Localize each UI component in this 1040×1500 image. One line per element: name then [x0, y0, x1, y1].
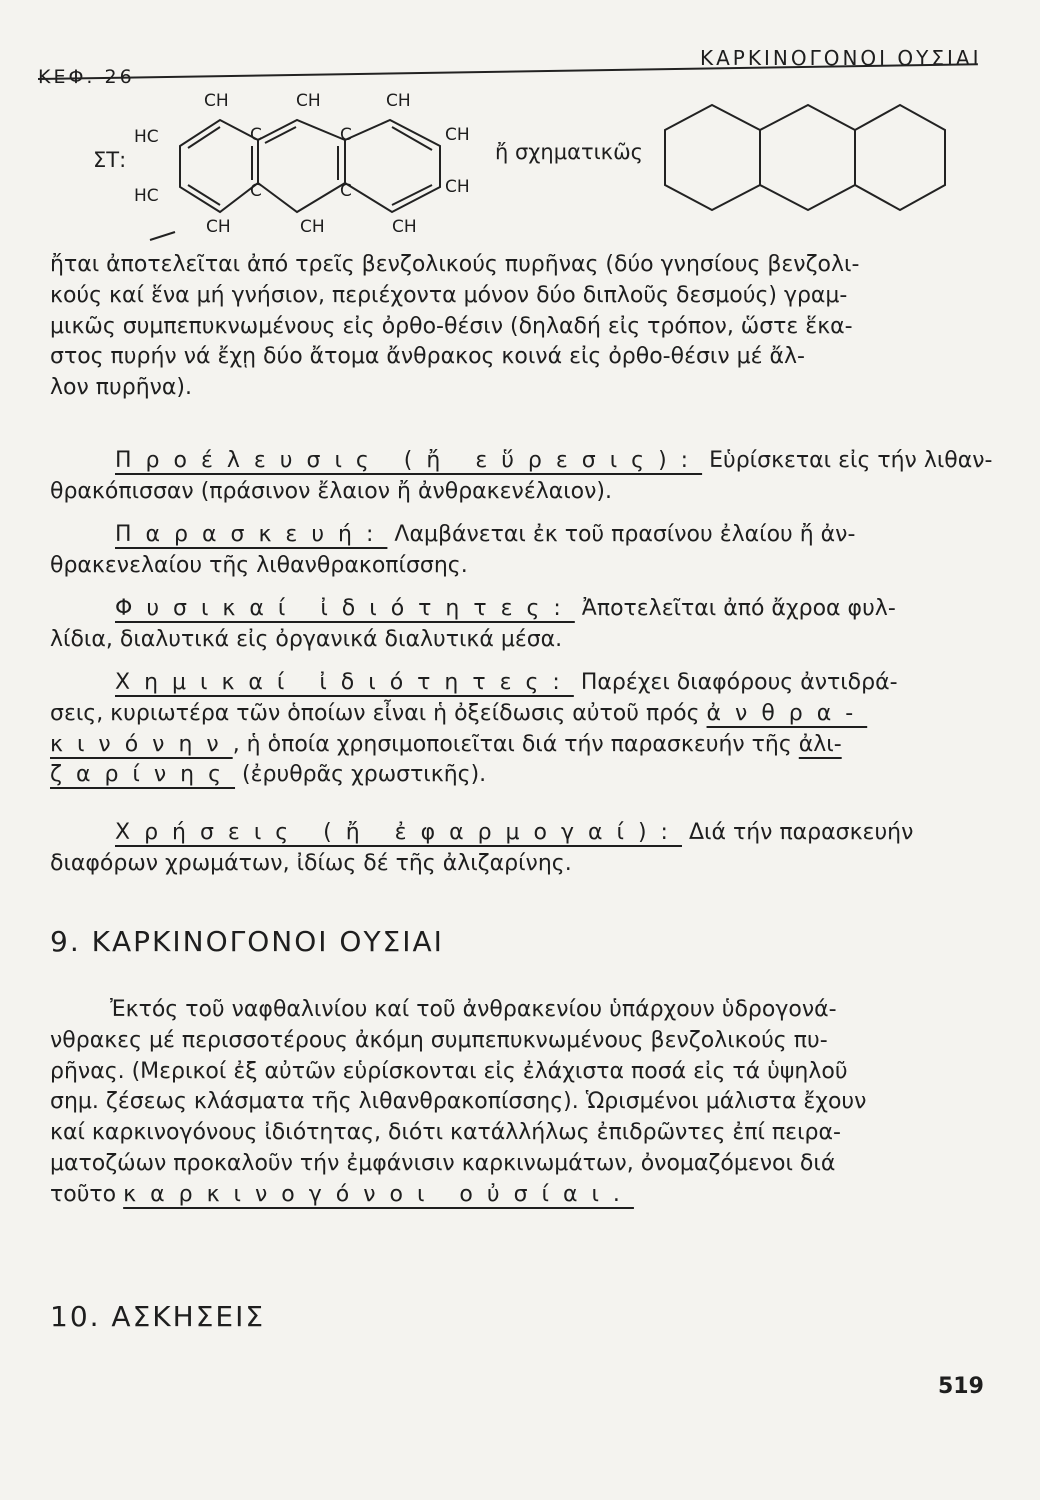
- stray-mark: [150, 232, 175, 240]
- term-anthrakinoni: κινόνην: [50, 731, 233, 757]
- text-line: μικῶς συμπεπυκνωμένους εἰς ὀρθο-θέσιν (δηλαδή εἰς τρόπον, ὥστε ἕκα-: [50, 313, 853, 339]
- section-label: Παρασκευή:: [115, 522, 388, 547]
- text-line: ρῆνας. (Μερικοί ἐξ αὐτῶν εὑρίσκονται εἰς ἐλάχιστα ποσά εἰς τά ὑψηλοῦ: [50, 1058, 848, 1084]
- section-label: Φυσικαί ἰδιότητες:: [115, 596, 575, 621]
- text-line: στος πυρήν νά ἔχῃ δύο ἄτομα ἄνθρακος κοινά εἰς ὀρθο-θέσιν μέ ἄλ-: [50, 344, 805, 370]
- text-line: θρακενελαίου τῆς λιθανθρακοπίσσης.: [50, 552, 468, 578]
- running-title: ΚΑΡΚΙΝΟΓΟΝΟΙ ΟΥΣΙΑΙ: [700, 46, 982, 70]
- text-line: διαφόρων χρωμάτων, ἰδίως δέ τῆς ἀλιζαρίνης.: [50, 850, 572, 876]
- schematic-ring-3: [855, 105, 945, 210]
- text-line: νθρακες μέ περισσοτέρους ἀκόμη συμπεπυκνωμένους βενζολικούς πυ-: [50, 1027, 828, 1053]
- text-line: λον πυρῆνα).: [50, 375, 193, 401]
- text-line: ἤται ἀποτελεῖται ἀπό τρεῖς βενζολικούς πυρῆνας (δύο γνησίους βενζολι-: [50, 252, 860, 277]
- ch-label: CH: [204, 91, 229, 111]
- text-line: κούς καί ἕνα μή γνήσιον, περιέχοντα μόνον δύο διπλοῦς δεσμούς) γραμ-: [50, 282, 848, 308]
- section-chimikai: [50, 668, 980, 791]
- ch-label: CH: [445, 177, 470, 197]
- section-physikai: [50, 594, 980, 656]
- section-9-heading: 9. ΚΑΡΚΙΝΟΓΟΝΟΙ ΟΥΣΙΑΙ: [50, 925, 444, 958]
- section-label: Χημικαί ἰδιότητες:: [115, 670, 574, 695]
- text-line: καί καρκινογόνους ἰδιότητας, διότι κατάλλήλως ἐπιδρῶντες ἐπί πειρα-: [50, 1120, 841, 1146]
- section-text: τοῦτο: [50, 1181, 124, 1207]
- formula-label: ΣΤ:: [93, 148, 127, 172]
- text-line: Ἐκτός τοῦ ναφθαλινίου καί τοῦ ἀνθρακενίου ὑπάρχουν ὑδρογονά-: [110, 997, 837, 1022]
- section-text: Λαμβάνεται ἐκ τοῦ πρασίνου ἐλαίου ἤ ἀν-: [387, 522, 856, 547]
- text-line: σημ. ζέσεως κλάσματα τῆς λιθανθρακοπίσσης). Ὡρισμένοι μάλιστα ἔχουν: [50, 1089, 867, 1115]
- section-proeleusis: [50, 446, 993, 508]
- schematic-ring-1: [665, 105, 760, 210]
- ch-label: CH: [300, 217, 325, 237]
- intro-paragraph: [50, 250, 980, 404]
- ch-label: CH: [206, 217, 231, 237]
- section-chriseis: [50, 818, 980, 880]
- ch-label: CH: [445, 125, 470, 145]
- text-line: λίδια, διαλυτικά εἰς ὀργανικά διαλυτικά μέσα.: [50, 626, 563, 652]
- hc-label: HC: [134, 127, 159, 147]
- left-ring: [180, 120, 258, 212]
- ch-label: CH: [386, 91, 411, 111]
- chapter-label: ΚΕΦ. 26: [38, 66, 135, 88]
- c-label: C: [250, 125, 262, 145]
- middle-ring: [258, 120, 345, 212]
- section-label: Χρήσεις (ἤ ἐφαρμογαί):: [115, 820, 682, 845]
- ch-label: CH: [296, 91, 321, 111]
- term-anthrakinoni: ἀνθρα-: [706, 700, 868, 726]
- section-9-paragraph: [50, 995, 980, 1211]
- term-alizarini: ἀλι-: [798, 731, 842, 757]
- schematic-caption: ἤ σχηματικῶς: [495, 140, 643, 164]
- c-label: C: [340, 181, 352, 201]
- ch-label: CH: [392, 217, 417, 237]
- section-paraskevi: [50, 520, 980, 582]
- schematic-ring-2: [760, 105, 855, 210]
- hc-label: HC: [134, 186, 159, 206]
- section-text: σεις, κυριωτέρα τῶν ὁποίων εἶναι ἡ ὀξείδωσις αὐτοῦ πρός: [50, 700, 707, 726]
- term-karkinogonoi: καρκινογόνοι οὐσίαι.: [123, 1181, 634, 1207]
- anthracene-structure: [0, 0, 1040, 270]
- section-text: Ἀποτελεῖται ἀπό ἄχροα φυλ-: [574, 596, 896, 621]
- section-text: (ἐρυθρᾶς χρωστικῆς).: [235, 762, 487, 788]
- text-line: θρακόπισσαν (πράσινον ἔλαιον ἤ ἀνθρακενέλαιον).: [50, 478, 613, 504]
- section-text: , ἡ ὁποία χρησιμοποιεῖται διά τήν παρασκευήν τῆς: [232, 731, 799, 757]
- term-alizarini: ζαρίνης: [50, 762, 236, 788]
- section-text: Παρέχει διαφόρους ἀντιδρά-: [573, 670, 898, 695]
- c-label: C: [250, 181, 262, 201]
- section-text: Διά τήν παρασκευήν: [681, 820, 914, 845]
- section-10-heading: 10. ΑΣΚΗΣΕΙΣ: [50, 1300, 266, 1333]
- page-number: 519: [938, 1374, 984, 1399]
- section-label: Προέλευσις (ἤ εὕρεσις):: [115, 448, 703, 473]
- c-label: C: [340, 125, 352, 145]
- right-ring: [345, 120, 440, 212]
- text-line: ματοζώων προκαλοῦν τήν ἐμφάνισιν καρκινωμάτων, ὀνομαζόμενοι διά: [50, 1150, 836, 1176]
- section-text: Εὑρίσκεται εἰς τήν λιθαν-: [702, 448, 993, 473]
